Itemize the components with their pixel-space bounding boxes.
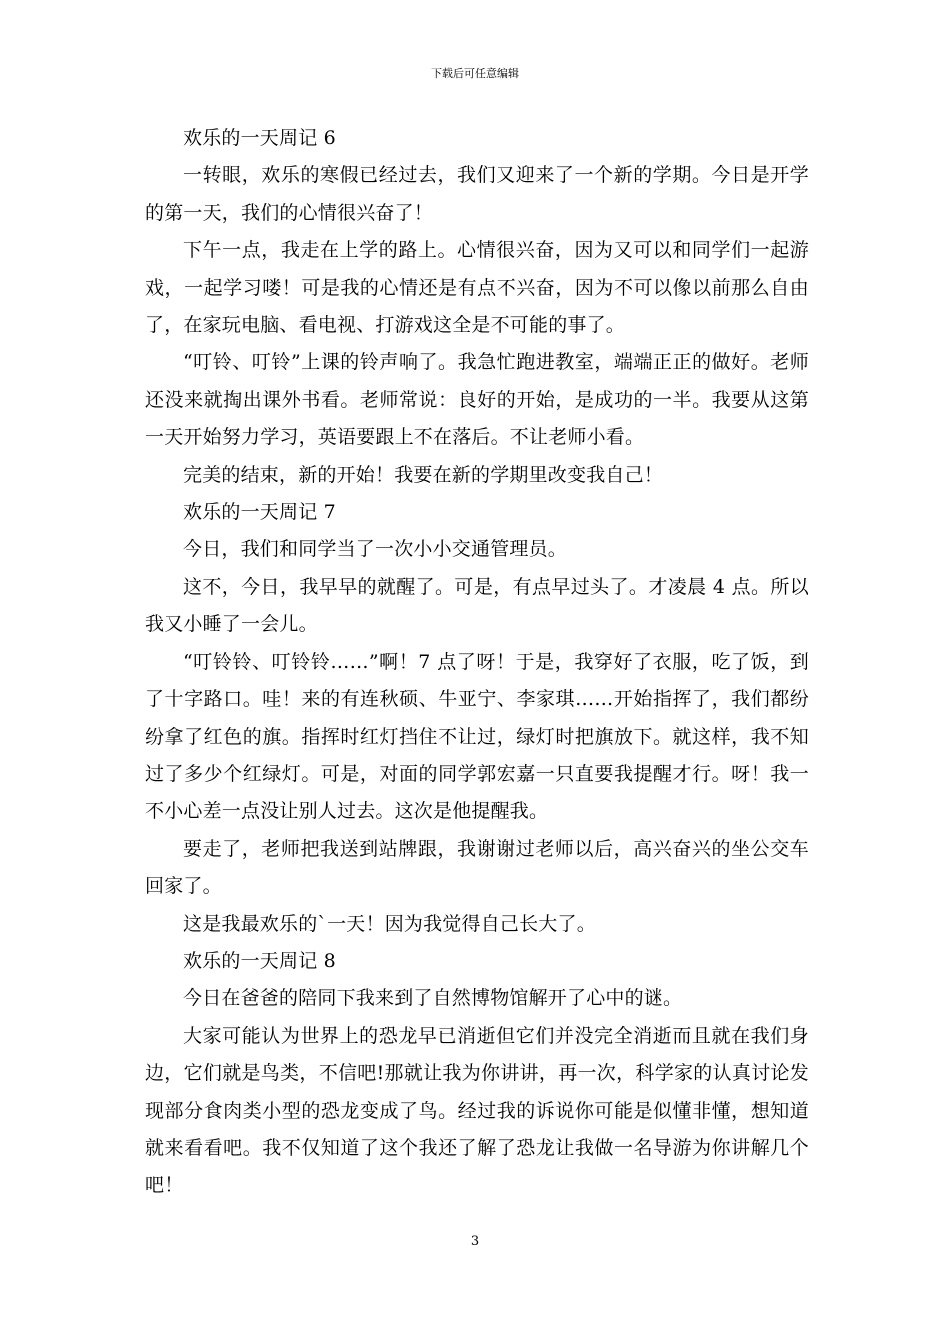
paragraph: 一转眼，欢乐的寒假已经过去，我们又迎来了一个新的学期。今日是开学的第一天，我们的心情很兴奋了！ [145,164,809,224]
paragraph: 今日，我们和同学当了一次小小交通管理员。 [183,538,568,561]
paragraph: 这是我最欢乐的`一天！因为我觉得自己长大了。 [183,912,596,935]
paragraph: 这不，今日，我早早的就醒了。可是，有点早过头了。才凌晨 4 点。所以我又小睡了一会儿。 [145,575,809,636]
heading-diary-6: 欢乐的一天周记 6 [183,127,336,149]
page-number-text: 3 [470,1234,480,1249]
paragraph: 大家可能认为世界上的恐龙早已消逝但它们并没完全消逝而且就在我们身边，它们就是鸟类，不信吧!那就让我为你讲讲，再一次，科学家的认真讨论发现部分食肉类小型的恐龙变成了鸟。经过我的诉说你可能是似懂非懂，想知道就来看看吧。我不仅知道了这个我还了解了恐龙让我做一名导游为你讲解几个吧！ [145,1024,809,1197]
document-body [145,120,809,1205]
paragraph: “叮铃、叮铃”上课的铃声响了。我急忙跑进教室，端端正正的做好。老师还没来就掏出课外书看。老师常说：良好的开始，是成功的一半。我要从这第一天开始努力学习，英语要跟上不在落后。不让老师小看。 [145,351,809,449]
paragraph: 下午一点，我走在上学的路上。心情很兴奋，因为又可以和同学们一起游戏，一起学习喽！可是我的心情还是有点不兴奋，因为不可以像以前那么自由了，在家玩电脑、看电视、打游戏这全是不可能的事了。 [145,239,809,337]
paragraph: 要走了，老师把我送到站牌跟，我谢谢过老师以后，高兴奋兴的坐公交车回家了。 [145,837,809,898]
heading-diary-8: 欢乐的一天周记 8 [183,949,336,972]
page-number [0,1232,950,1252]
header-text: 下载后可任意编辑 [431,67,519,80]
paragraph: 今日在爸爸的陪同下我来到了自然博物馆解开了心中的谜。 [183,987,683,1010]
paragraph: “叮铃铃、叮铃铃……”啊！7 点了呀！于是，我穿好了衣服，吃了饭，到了十字路口。哇！来的有连秋硕、牛亚宁、李家琪……开始指挥了，我们都纷纷拿了红色的旗。指挥时红灯挡住不让过，绿灯时把旗放下。就这样，我不知过了多少个红绿灯。可是，对面的同学郭宏嘉一只直要我提醒才行。呀！我一不小心差一点没让别人过去。这次是他提醒我。 [145,650,809,823]
page-header [0,64,950,84]
paragraph: 完美的结束，新的开始！我要在新的学期里改变我自己！ [183,463,664,486]
heading-diary-7: 欢乐的一天周记 7 [183,501,336,524]
